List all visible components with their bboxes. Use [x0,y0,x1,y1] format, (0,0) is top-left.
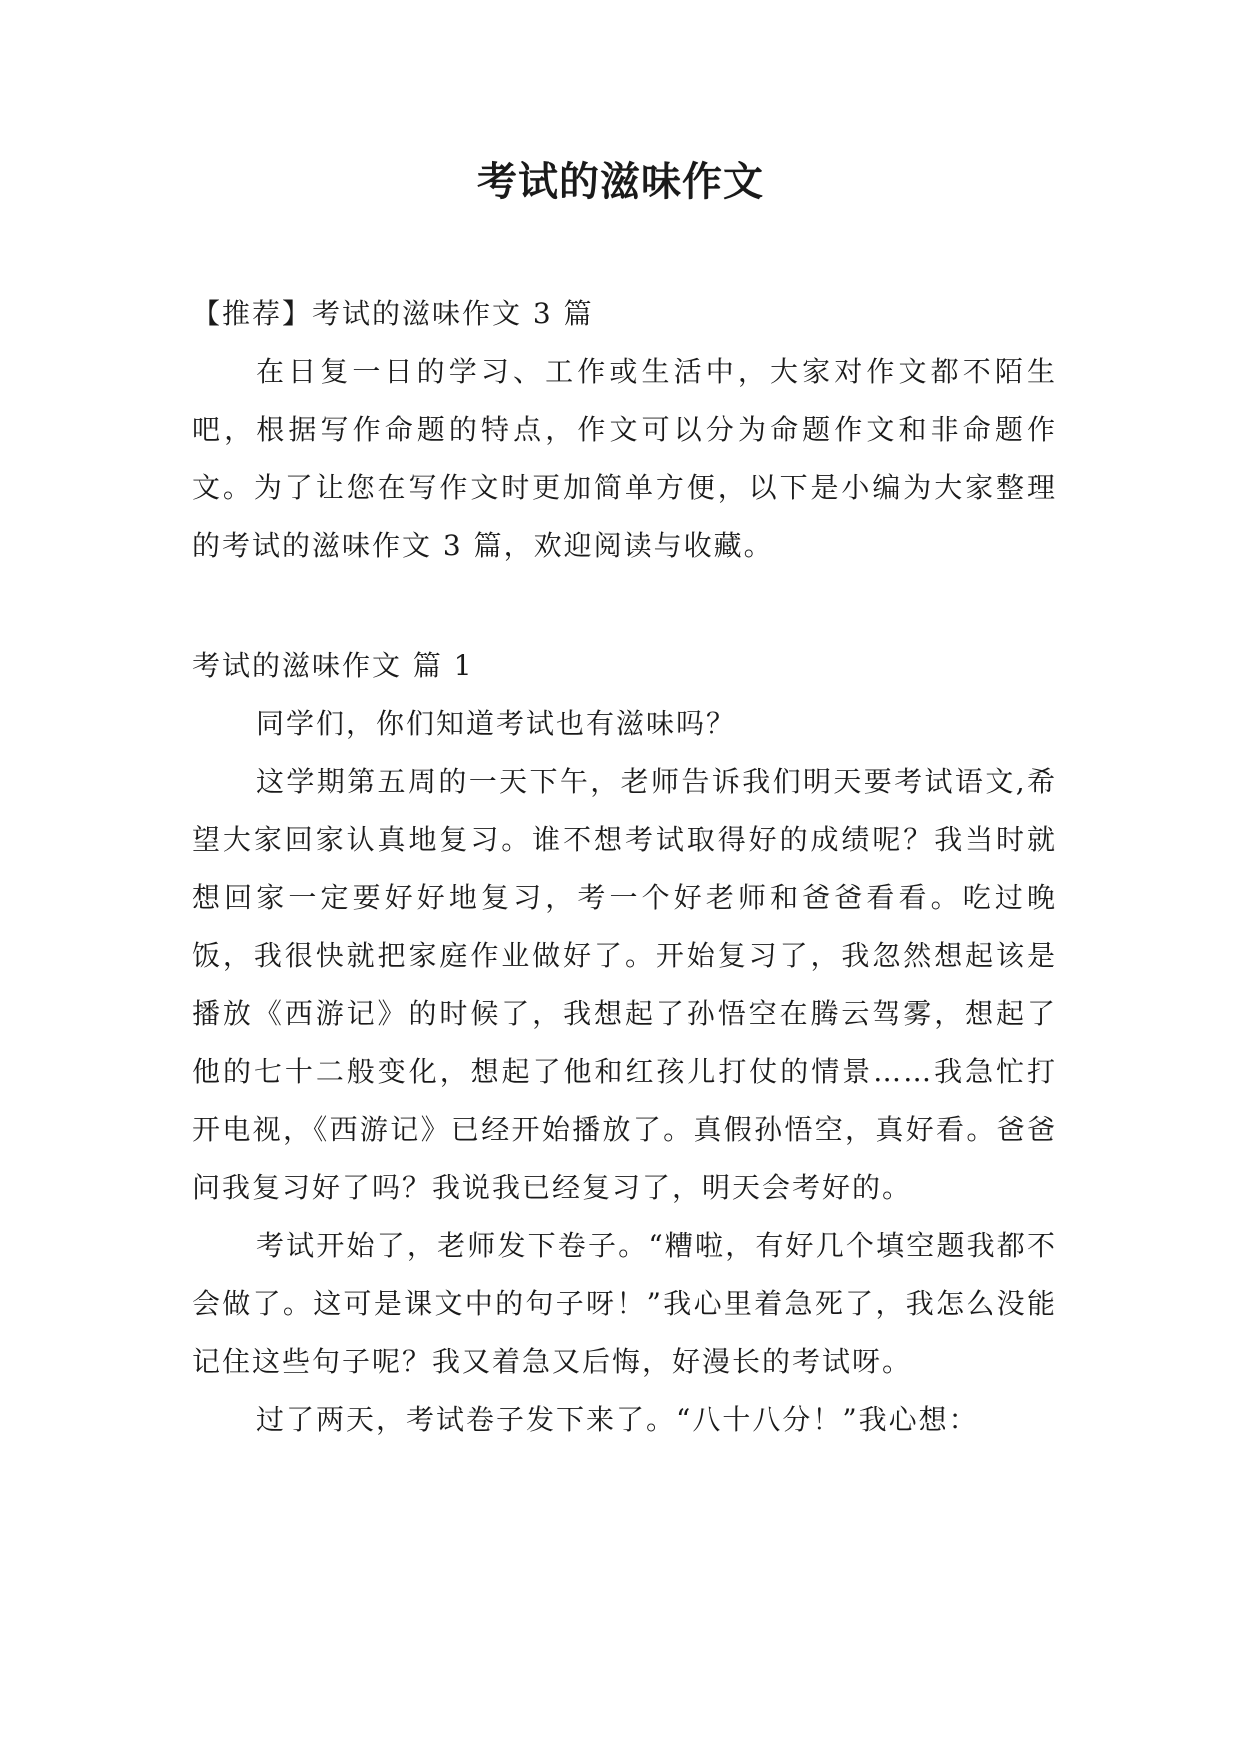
body-paragraph: 考试开始了，老师发下卷子。“糟啦，有好几个填空题我都不会做了。这可是课文中的句子呀！”我心里着急死了，我怎么没能记住这些句子呢？我又着急又后悔，好漫长的考试呀。 [192,1229,1057,1378]
body-paragraph: 这学期第五周的一天下午，老师告诉我们明天要考试语文,希望大家回家认真地复习。谁不想考试取得好的成绩呢？我当时就想回家一定要好好地复习，考一个好老师和爸爸看看。吃过晚饭，我很快就把家庭作业做好了。开始复习了，我忽然想起该是播放《西游记》的时候了，我想起了孙悟空在腾云驾雾，想起了他的七十二般变化，想起了他和红孩儿打仗的情景……我急忙打开电视，《西游记》已经开始播放了。真假孙悟空，真好看。爸爸问我复习好了吗？我说我已经复习了，明天会考好的。 [192,765,1057,1204]
section-heading: 考试的滋味作文 篇 1 [192,649,474,682]
intro-paragraph: 在日复一日的学习、工作或生活中，大家对作文都不陌生吧，根据写作命题的特点，作文可以分为命题作文和非命题作文。为了让您在写作文时更加简单方便，以下是小编为大家整理的考试的滋味作文 3 篇，欢迎阅读与收藏。 [192,355,1057,562]
body-paragraph: 过了两天，考试卷子发下来了。“八十八分！”我心想： [256,1403,979,1436]
document-body [192,285,1057,1449]
body-paragraph: 同学们，你们知道考试也有滋味吗？ [256,707,737,740]
section-spacer [192,575,1057,637]
subtitle-line: 【推荐】考试的滋味作文 3 篇 [192,297,594,330]
document-title: 考试的滋味作文 [477,158,764,205]
